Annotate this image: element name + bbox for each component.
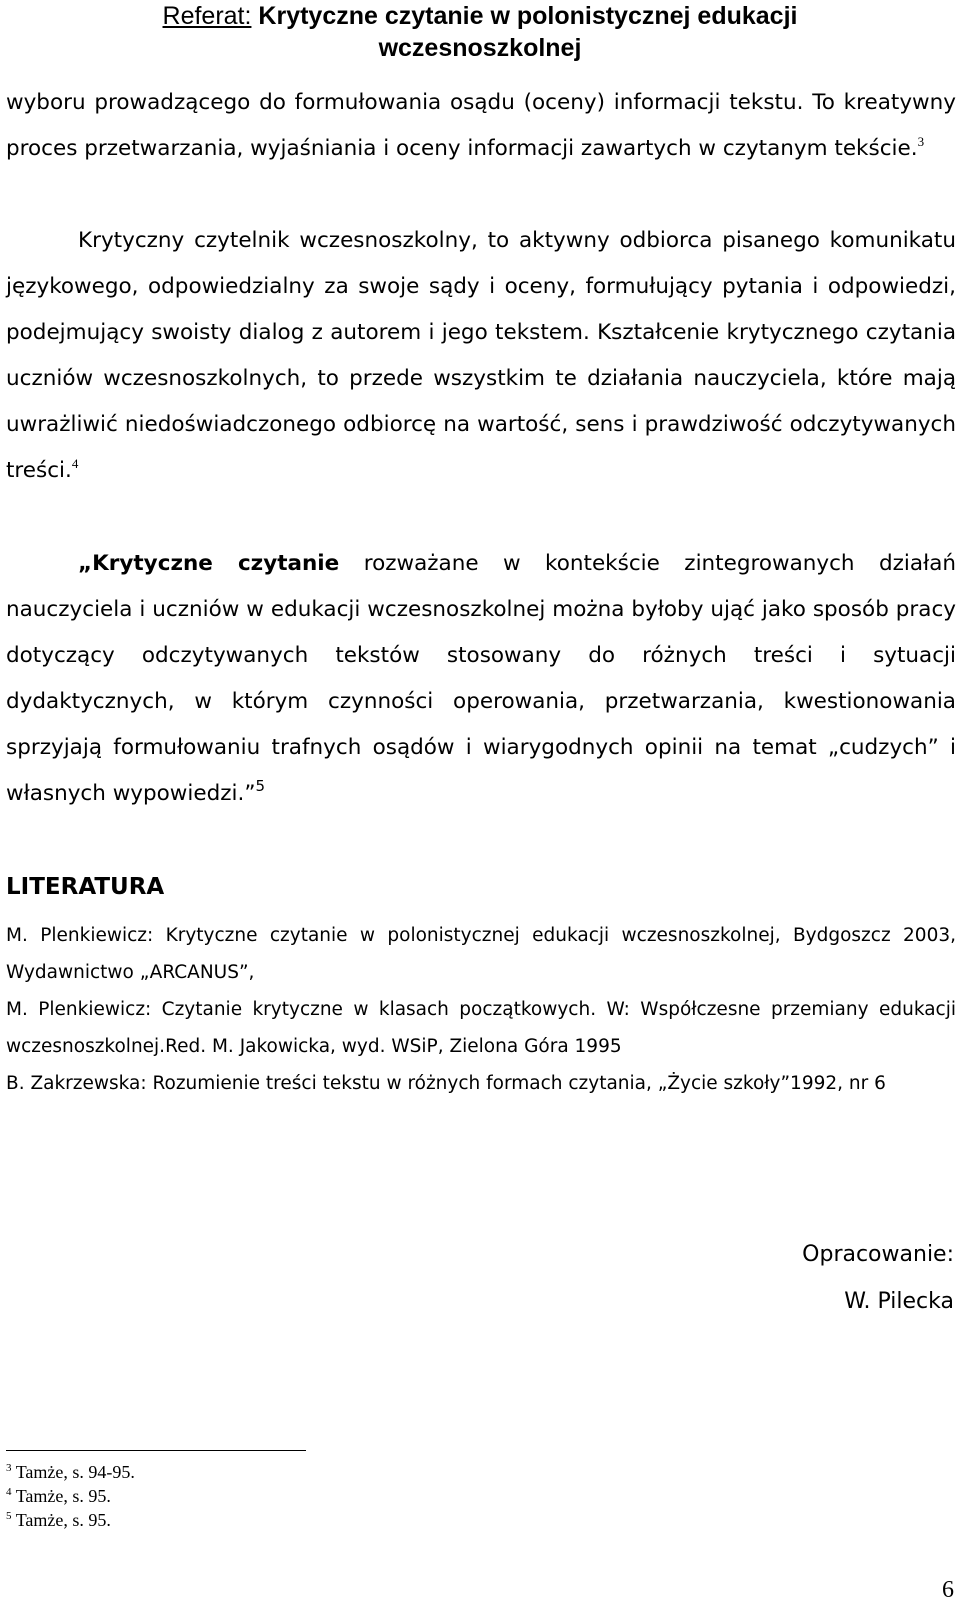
paragraph-1 [6,80,956,172]
literature-heading: LITERATURA [6,874,165,900]
document-header [0,0,960,64]
header-title-line1: Krytyczne czytanie w polonistycznej edukacji [258,2,798,30]
footnote-text: Tamże, s. 95. [15,1510,111,1530]
footnote-item [6,1460,135,1484]
literature-item: B. Zakrzewska: Rozumienie treści tekstu w różnych formach czytania, „Życie szkoły”1992, nr 6 [6,1073,886,1094]
literature-item: M. Plenkiewicz: Czytanie krytyczne w klasach początkowych. W: Współczesne przemiany edukacji wczesnoszkolnej.Red. M. Jakowicka, wyd. WSiP, Zielona Góra 1995 [6,999,956,1057]
footnote-separator [6,1450,306,1451]
footnote-ref-3: 3 [917,134,925,149]
footnote-ref-4: 4 [71,456,79,471]
header-title-line2: wczesnoszkolnej [378,34,582,62]
paragraph-2 [6,218,956,494]
footnote-text: Tamże, s. 94-95. [15,1462,135,1482]
paragraph-3 [6,541,956,817]
header-line-1 [0,0,960,32]
footnote-text: Tamże, s. 95. [15,1486,111,1506]
footnote-item [6,1508,135,1532]
footnote-number: 4 [6,1486,12,1498]
footnote-number: 3 [6,1462,12,1474]
signature-label: Opracowanie: [802,1242,954,1267]
paragraph-3-text: rozważane w kontekście zintegrowanych działań nauczyciela i uczniów w edukacji wczesnoszkolnej można byłoby ująć jako sposób pracy dotyczący odczytywanych tekstów stosowany do różnych treści i sytuacji dydaktycznych, w którym czynności operowania, przetwarzania, kwestionowania sprzyjają formułowaniu trafnych osądów i wiarygodnych opinii na temat „cudzych” i własnych wypowiedzi.” [6,551,956,806]
header-label: Referat: [162,2,252,30]
paragraph-2-text: Krytyczny czytelnik wczesnoszkolny, to aktywny odbiorca pisanego komunikatu językowego, odpowiedzialny za swoje sądy i oceny, formułujący pytania i odpowiedzi, podejmujący swoisty dialog z autorem i jego tekstem. Kształcenie krytycznego czytania uczniów wczesnoszkolnych, to przede wszystkim te działania nauczyciela, które mają uwrażliwić niedoświadczonego odbiorcę na wartość, sens i prawdziwość odczytywanych treści. [6,228,956,483]
footnotes [6,1460,135,1532]
literature-item: M. Plenkiewicz: Krytyczne czytanie w polonistycznej edukacji wczesnoszkolnej, Bydgoszcz 2003, Wydawnictwo „ARCANUS”, [6,925,956,983]
footnote-item [6,1484,135,1508]
literature-list [6,917,956,1102]
page-number: 6 [942,1577,954,1603]
paragraph-3-bold-lead: „Krytyczne czytanie [78,551,340,576]
footnote-ref-5: 5 [255,777,266,795]
paragraph-1-text: wyboru prowadzącego do formułowania osądu (oceny) informacji tekstu. To kreatywny proces przetwarzania, wyjaśniania i oceny informacji zawartych w czytanym tekście. [6,90,956,161]
signature-author: W. Pilecka [844,1289,954,1314]
footnote-number: 5 [6,1510,12,1522]
